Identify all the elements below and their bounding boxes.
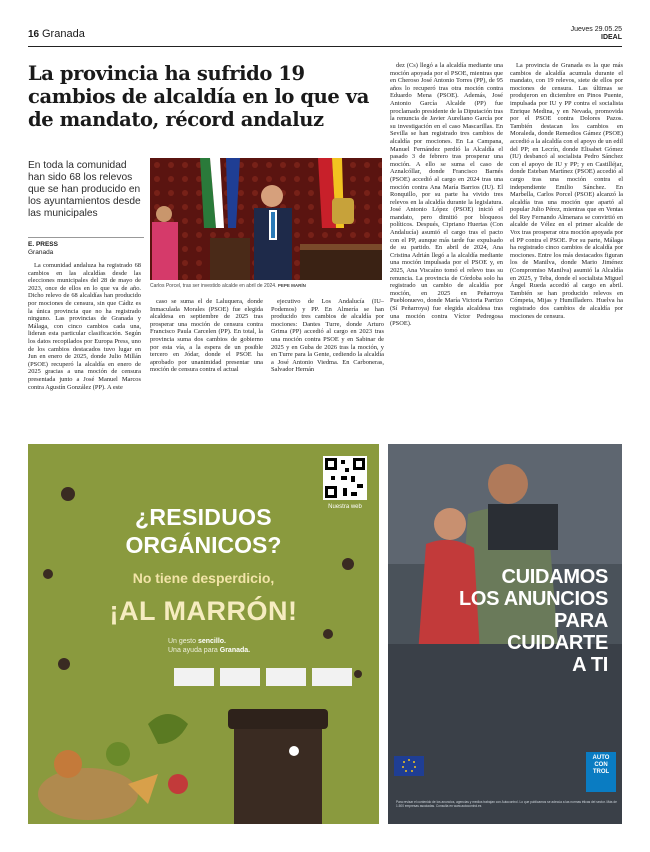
- tagline-part: Una ayuda para: [168, 647, 220, 654]
- slogan-line: A TI: [572, 654, 608, 676]
- photo-credit: PEPE MARÍN: [277, 283, 306, 288]
- ad-fine-print: Para revisar el contenido de los anuncios, agencias y medios trabajan con Autocontrol. Lo que publicamos se adecúa a las normas éticas del sector. Más de 1.500 empresas asociadas. Consulta en www.autocontrol.es: [396, 800, 617, 808]
- article-column-1: [28, 262, 141, 428]
- logo-line: AUTO: [592, 755, 610, 761]
- ad-question-line1: ¿RESIDUOS: [135, 504, 272, 530]
- ad-slogan: ¡AL MARRÓN!: [109, 596, 298, 626]
- article-column-3: [271, 298, 384, 428]
- section-name: Granada: [42, 28, 85, 40]
- article-lead: En toda la comunidad han sido 68 los relevos que se han producido en los ayuntamientos desde las municipales: [28, 160, 141, 219]
- ad-autocontrol[interactable]: [388, 444, 622, 824]
- ad-autocontrol-slogan: [428, 566, 608, 676]
- article-column-4: [390, 62, 503, 428]
- tagline-bold: Granada.: [219, 647, 251, 654]
- photo-caption: [150, 283, 382, 289]
- organic-waste-illustration: [28, 684, 218, 824]
- slogan-line: PARA: [554, 610, 608, 632]
- logo-line: TROL: [592, 769, 610, 775]
- photo-illustration: [150, 158, 382, 280]
- ad-question-line2: ORGÁNICOS?: [125, 532, 282, 558]
- byline-author: E. PRESS: [28, 241, 58, 248]
- photo-caption-text: Carlos Porcel, tras ser investido alcalde en abril de 2024.: [150, 283, 277, 289]
- ad-tagline: [168, 637, 250, 655]
- tagline-part: Un gesto: [168, 638, 198, 645]
- article-text: ejecutivo de Los Andalucía (IU–Podemos) y PP. En Almería se han producido tres cambios de alcaldía por mociones: Dantes Turre, donde Arturo Grima (PP) accedió al cargo en 2023 tras una moción contra PSOE y en Sabinar de 2025 y en Guba de 2026 tras la moción, y en Turre para la Gente, cediendo la alcaldía a José Antonio Viedma. En Carboneras, Salvador Hernán: [271, 298, 384, 374]
- header-rule: [28, 46, 622, 47]
- article-text: La provincia de Granada es la que más cambios de alcaldía acumula durante el mandato, con 19 relevos, siete de ellos por mociones de censura. Las últimas se produjeron en diciembre en Pinos Puente, impulsada por IU y PP contra el socialista Enrique Medina, y en Nevada, promovida por el PSOE contra Dolores Pazos. También destacan los cambios en Moraleda, donde Remedios Gámez (PSOE) accedió a la alcaldía con el apoyo de un edil del PP; en Lecrín, donde Elisabet Gómez (IU) desbancó al socialista Pedro Sánchez con el apoyo de IU y PP; y en Castilléjar, donde Esteban Martínez (PSOE) accedió al cargo tras una moción contra el independiente Emilio Sánchez. En Marbella, Carlos Porcel (PSOE) alcanzó la alcaldía tras una moción que apartó al popular Julio Pérez, mientras que en Ventas del Rey Fernando Almenara se convirtió en alcalde de Vélez en el primer alcalde de Vox tras prosperar otra moción apoyada por el PP contra el PSOE. Por su parte, Málaga ha registrado cinco cambios de alcaldía por mociones. Entre los más destacados figuran los de Manilva, donde Mario Jiménez (Compromiso Manilva) asumió la Alcaldía en 2025, y Teba, donde el socialista Miguel Ángel Rueda accedió al cargo en abril. También se han producido relevos en Cómpeta, Mijas y Humilladero. Huelva ha registrado dos cambios de alcaldía por mociones de censura.: [510, 62, 623, 320]
- byline: [28, 237, 144, 257]
- header-right: [571, 26, 622, 42]
- slogan-line: CUIDARTE: [507, 632, 608, 654]
- article-photo: [150, 158, 382, 280]
- byline-place: Granada: [28, 249, 54, 256]
- qr-label: Nuestra web: [328, 504, 362, 510]
- article-text: caso se suma el de Laluquera, donde Inmaculada Morales (PSOE) fue elegida alcaldesa en septiembre de 2025 tras prosperar una moción de censura contra Francisco Paula Carcelen (PP). En total, la provincia suma dos cambios de gobierno por esta vía, a la espera de un posible tercero en Jódar, donde el PSOE ha aprobado por unanimidad presentar una moción de censura contra el actual: [150, 298, 263, 374]
- slogan-line: LOS ANUNCIOS: [459, 588, 608, 610]
- autocontrol-logo-icon: [586, 752, 616, 792]
- eu-flag-icon: [394, 756, 424, 776]
- ad-organic-waste[interactable]: [28, 444, 379, 824]
- brown-bin-icon: [218, 699, 338, 824]
- article-headline: La provincia ha sufrido 19 cambios de alcaldía en lo que va de mandato, récord andaluz: [28, 62, 369, 131]
- logo-line: CON: [594, 762, 608, 768]
- article-column-2: [150, 298, 263, 428]
- article-text: dez (Cs) llegó a la alcaldía mediante una moción apoyada por el PSOE, mientras que en Cheroso José Antonio Torres (PP), de 95 años lo recuperó tras otra moción contra Eduardo Mena (PSOE). Además, José Antonio García Alcalde (PP) fue proclamado presidente de la Diputación tras la renuncia de Javier Aureliano García por su investigación en el caso Mascarillas. En Sevilla se han registrado tres cambios de alcaldía por mociones. En La Campana, Manuel Fernández perdió la Alcaldía el pasado 3 de febrero tras prosperar una moción. A ello se suma el caso de Aznalcóllar, donde Francisco Barnés (PSOE) accedió al cargo en 2024 tras una moción contra Ana María Barrios (IU). El Ronquillo, por su parte ha vivido tres relevos en la alcaldía durante la legislatura. José Antonio López (PSOE) inició el mandato, pero dimitió por bloqueos políticos. Después, Cipriano Huertas (Con Andalucía) asumió el cargo tras el pacto con el PP, aunque más tarde fue expulsado de su partido. En abril de 2024, Ana Cristina Adrián llegó a la alcaldía mediante una moción impulsada por el PSOE y, en 2025, Ana Viscaíno tomó el relevo tras su renuncia. La provincia de Córdoba solo ha registrado un cambio de alcaldía por moción, en 2025 en Peñarroya Pueblonuevo, donde María Victoria Parrizo (Sí Peñarroya) fue elegida alcaldesa tras una moción contra Víctor Pedregosa (PSOE).: [390, 62, 503, 328]
- issue-date: Jueves 29.05.25: [570, 26, 622, 33]
- newspaper-name: IDEAL: [601, 34, 622, 41]
- page-number: 16: [28, 29, 40, 40]
- page-header: [28, 28, 622, 44]
- ad-subtitle: No tiene desperdicio,: [132, 570, 275, 586]
- article-column-5: [510, 62, 623, 428]
- slogan-line: CUIDAMOS: [501, 566, 608, 588]
- article-text: La comunidad andaluza ha registrado 68 cambios en las alcaldías desde las elecciones municipales del 28 de mayo de 2023, once de ellos en lo que va de año. Dicho relevo de 68 alcaldías han producido por mociones de censura, sin que Cádiz es la única provincia que no ha registrado ninguno. Las provincias de Granada y Málaga, con cinco cambios cada una, lideran esta particular clasificación. Según los datos recopilados por Europa Press, uno de los cambios destacados tuvo lugar en Jun en enero de 2025, donde Julio Millán (PSOE) recuperó la alcaldía en enero de 2025 gracias a una moción de censura presentada junto a José Manuel Marcos contra Agustín González (PP). A este: [28, 262, 141, 391]
- qr-code-icon[interactable]: [323, 456, 367, 500]
- tagline-bold: sencillo.: [197, 638, 226, 645]
